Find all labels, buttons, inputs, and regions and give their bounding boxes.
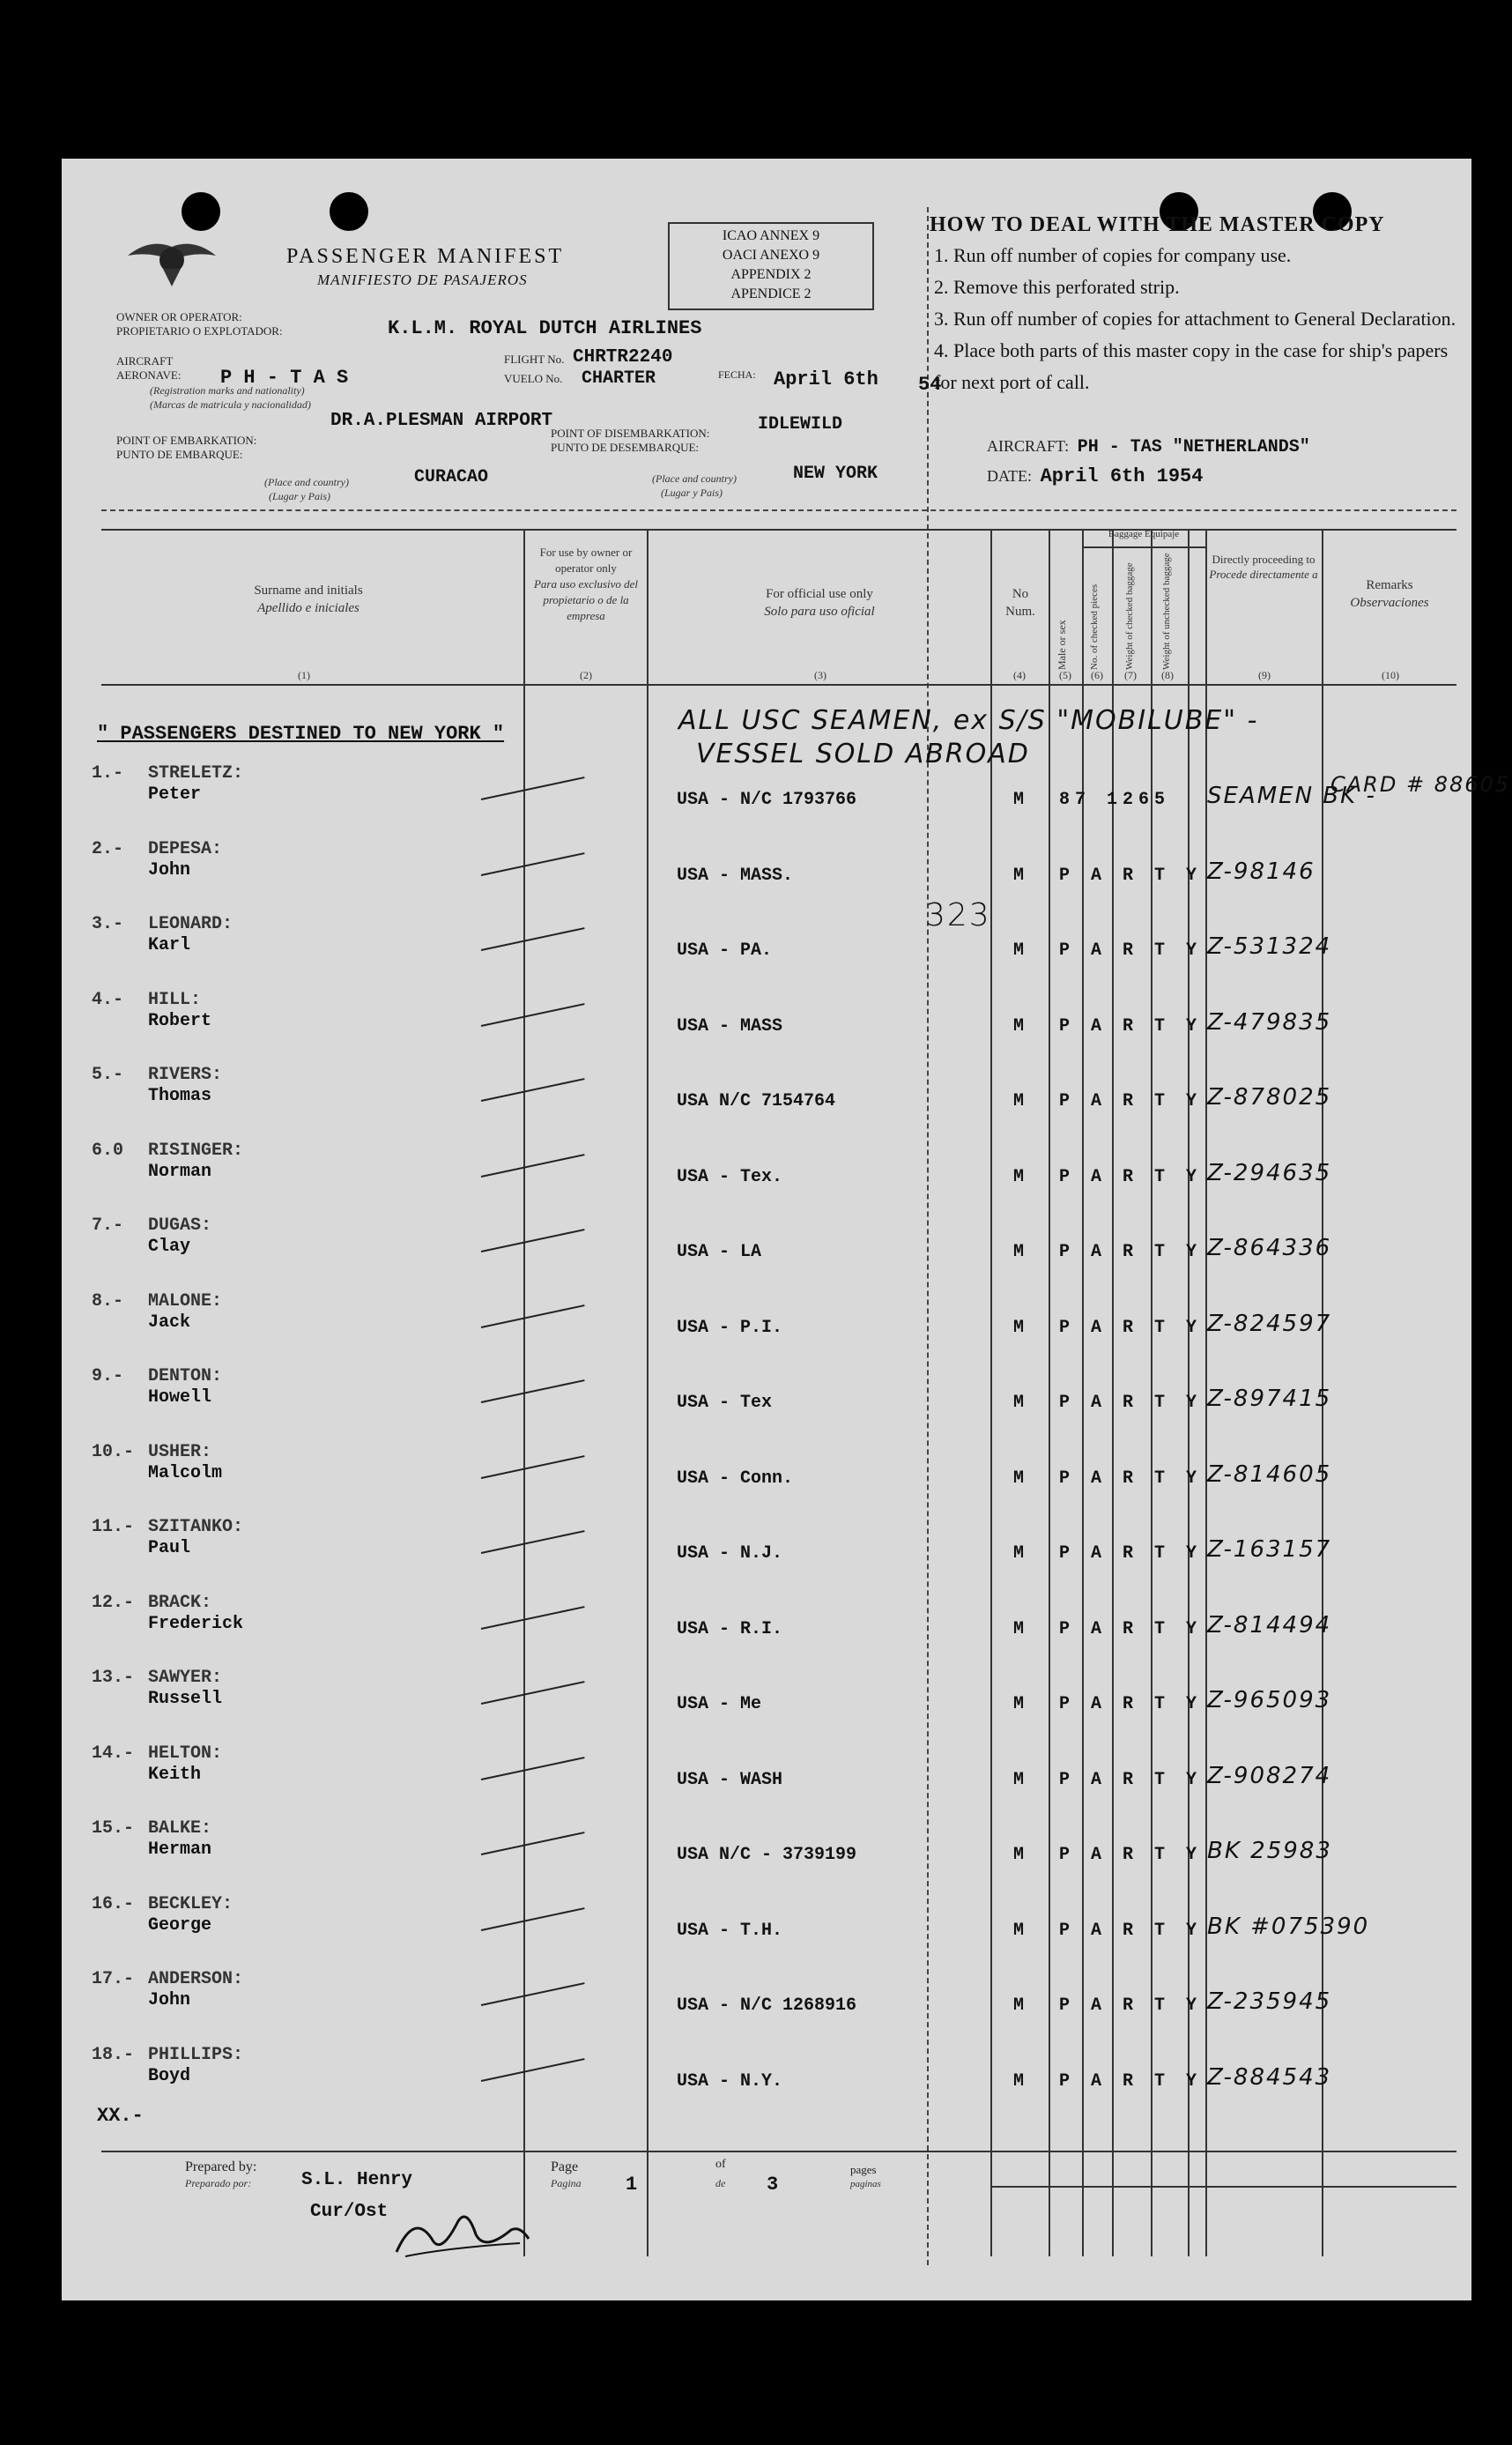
passenger-official-entry: USA - PA.	[677, 940, 773, 961]
passenger-remark: Z-814605	[1207, 1461, 1332, 1488]
passenger-remark: Z-824597	[1207, 1311, 1332, 1337]
passenger-sex: M	[1013, 1318, 1025, 1338]
col-header-no	[994, 585, 1047, 621]
passenger-surname: LEONARD:	[148, 914, 233, 934]
instr-aircraft	[987, 437, 1310, 457]
passenger-first-name: Keith	[148, 1765, 202, 1785]
passenger-surname: MALONE:	[148, 1291, 223, 1312]
aircraft-note: (Registration marks and nationality)	[150, 384, 305, 397]
operator-check-mark	[481, 1832, 585, 1855]
passenger-official-entry: USA - Tex.	[677, 1167, 783, 1187]
table-top-line	[101, 509, 1456, 511]
instr-date	[987, 465, 1203, 487]
passenger-number: 4.-	[92, 990, 124, 1010]
passenger-baggage-party: P A R T Y	[1059, 1242, 1203, 1262]
col-header-operator-en: For use by owner or operator only	[539, 546, 633, 575]
date-label: FECHA:	[718, 368, 756, 381]
passenger-number: 18.-	[92, 2045, 135, 2065]
passenger-sex: M	[1013, 1995, 1025, 2016]
operator-check-mark	[481, 1757, 585, 1780]
operator-check-mark	[481, 1606, 585, 1630]
col-header-unchecked-weight: Weight of unchecked baggage	[1161, 553, 1172, 670]
passenger-number: 16.-	[92, 1894, 135, 1914]
passenger-first-name: Frederick	[148, 1614, 244, 1634]
of-label: of	[715, 2158, 726, 2171]
embark-label-es: PUNTO DE EMBARQUE:	[116, 448, 243, 461]
passenger-remark: Z-98146	[1207, 858, 1316, 885]
col-header-proceeding-es: Procede directamente a	[1209, 568, 1318, 581]
passenger-first-name: Robert	[148, 1011, 212, 1031]
passenger-baggage-party: P A R T Y	[1059, 1393, 1203, 1413]
operator-check-mark	[481, 1530, 585, 1554]
embark-label: POINT OF EMBARKATION:	[116, 434, 257, 447]
disembark-label: POINT OF DISEMBARKATION:	[551, 427, 710, 440]
manifest-sheet	[62, 159, 1511, 2300]
passenger-number: 10.-	[92, 1442, 135, 1462]
col-header-no-es: Num.	[1005, 605, 1035, 619]
title-en: PASSENGER MANIFEST	[286, 245, 565, 268]
handwritten-number: 323	[925, 897, 991, 933]
passenger-surname: ANDERSON:	[148, 1969, 244, 1989]
passenger-official-entry: USA - Tex	[677, 1393, 773, 1413]
prepared-label: Prepared by:	[185, 2159, 257, 2174]
passenger-surname: USHER:	[148, 1442, 212, 1462]
passenger-remark: Z-163157	[1207, 1536, 1332, 1563]
passenger-baggage-party: P A R T Y	[1059, 1619, 1203, 1639]
operator-check-mark	[481, 1681, 585, 1705]
passenger-number: 12.-	[92, 1593, 135, 1613]
pages-label: pages	[850, 2163, 877, 2176]
passenger-baggage-party: P A R T Y	[1059, 1995, 1203, 2016]
passenger-baggage-party: P A R T Y	[1059, 1694, 1203, 1714]
owner-label: OWNER OR OPERATOR:	[116, 310, 242, 323]
passenger-baggage-party: P A R T Y	[1059, 2071, 1203, 2092]
flight-label-es: VUELO No.	[504, 372, 563, 385]
passenger-first-name: Clay	[148, 1237, 191, 1257]
col-header-surname	[185, 582, 432, 617]
flight-value-charter: CHARTER	[582, 368, 656, 389]
passenger-number: 7.-	[92, 1215, 124, 1236]
extra-row-marker: XX.-	[97, 2105, 144, 2127]
passenger-first-name: Thomas	[148, 1086, 212, 1106]
passenger-official-entry: USA N/C - 3739199	[677, 1845, 857, 1865]
passenger-baggage-party: P A R T Y	[1059, 940, 1203, 961]
table-header-top	[101, 529, 1456, 531]
instr-aircraft-label: AIRCRAFT:	[987, 437, 1070, 455]
passenger-number: 13.-	[92, 1668, 135, 1688]
passenger-baggage-party: P A R T Y	[1059, 1845, 1203, 1865]
col-divider	[647, 529, 649, 2256]
icao-line: OACI ANEXO 9	[722, 248, 820, 263]
disembark-place-note-es: (Lugar y Pais)	[661, 487, 723, 499]
col-header-operator-es: Para uso exclusivo del propietario o de la empresa	[533, 577, 639, 622]
of-label-es: de	[715, 2177, 726, 2189]
passenger-first-name: Paul	[148, 1538, 191, 1558]
operator-check-mark	[481, 1003, 585, 1027]
date-value: April 6th	[774, 368, 878, 390]
aircraft-label: AIRCRAFT	[116, 354, 174, 368]
passenger-number: 3.-	[92, 914, 124, 934]
page-label: Page	[551, 2159, 579, 2174]
passenger-surname: HILL:	[148, 990, 202, 1010]
section-title: " PASSENGERS DESTINED TO NEW YORK "	[97, 723, 505, 745]
passenger-first-name: Karl	[148, 935, 191, 955]
passenger-baggage-party: P A R T Y	[1059, 1318, 1203, 1338]
passenger-official-entry: USA - Me	[677, 1694, 762, 1714]
passenger-first-name: Jack	[148, 1312, 191, 1333]
passenger-surname: RISINGER:	[148, 1141, 244, 1161]
passenger-first-name: John	[148, 1990, 191, 2010]
passenger-remark: Z-884543	[1207, 2064, 1332, 2091]
passenger-official-entry: USA - N.J.	[677, 1543, 783, 1564]
passenger-surname: DUGAS:	[148, 1215, 212, 1236]
passenger-sex: M	[1013, 1167, 1025, 1187]
col-header-official-en: For official use only	[766, 587, 873, 601]
passenger-first-name: George	[148, 1915, 212, 1936]
passenger-remark: Z-814494	[1207, 1612, 1332, 1639]
col-header-pieces: No. of checked pieces	[1089, 583, 1100, 670]
instr-aircraft-value: PH - TAS "NETHERLANDS"	[1077, 437, 1310, 457]
col-header-surname-es: Apellido e iniciales	[257, 601, 359, 615]
instruction-item: 1. Run off number of copies for company use.	[934, 244, 1292, 266]
operator-check-mark	[481, 2058, 585, 2082]
passenger-surname: PHILLIPS:	[148, 2045, 244, 2065]
operator-check-mark	[481, 852, 585, 876]
passenger-surname: BRACK:	[148, 1593, 212, 1613]
passenger-remark: Z-897415	[1207, 1386, 1332, 1412]
col-header-remarks-es: Observaciones	[1350, 596, 1429, 610]
instr-date-label: DATE:	[987, 467, 1032, 485]
passenger-surname: SAWYER:	[148, 1668, 223, 1688]
col-header-operator	[529, 545, 643, 624]
passenger-surname: DENTON:	[148, 1366, 223, 1386]
col-header-sex: Male or sex	[1056, 620, 1068, 670]
col-header-no-en: No	[1012, 587, 1029, 601]
passenger-first-name: Norman	[148, 1162, 212, 1182]
embark-place-note-es: (Lugar y Pais)	[269, 490, 330, 502]
passenger-official-entry: USA - N.Y.	[677, 2071, 783, 2092]
passenger-baggage-party: P A R T Y	[1059, 1468, 1203, 1489]
col-header-proceeding-en: Directly proceeding to	[1212, 553, 1316, 566]
passenger-official-entry: USA - R.I.	[677, 1619, 783, 1639]
operator-check-mark	[481, 1982, 585, 2006]
operator-check-mark	[481, 1229, 585, 1252]
baggage-header-line	[1082, 546, 1205, 548]
passenger-official-entry: USA - N/C 1793766	[677, 790, 857, 810]
passenger-official-entry: USA - N/C 1268916	[677, 1995, 857, 2016]
passenger-remark-extra: CARD # 88605	[1330, 772, 1511, 797]
passenger-sex: M	[1013, 1694, 1025, 1714]
passenger-number: 14.-	[92, 1743, 135, 1764]
col-number: (1)	[298, 669, 310, 681]
passenger-surname: SZITANKO:	[148, 1517, 244, 1537]
passenger-sex: M	[1013, 1468, 1025, 1489]
passenger-remark: Z-531324	[1207, 933, 1332, 960]
passenger-number: 8.-	[92, 1291, 124, 1312]
passenger-surname: STRELETZ:	[148, 763, 244, 784]
passenger-remark: Z-908274	[1207, 1763, 1332, 1789]
passenger-official-entry: USA - LA	[677, 1242, 762, 1262]
col-number: (4)	[1013, 669, 1026, 681]
airport-value: DR.A.PLESMAN AIRPORT	[330, 411, 553, 431]
flight-value: CHRTR2240	[573, 347, 673, 368]
col-header-official-es: Solo para uso oficial	[764, 605, 875, 619]
icao-line: APPENDIX 2	[730, 267, 812, 282]
col-header-remarks-en: Remarks	[1366, 578, 1413, 592]
passenger-remark: Z-479835	[1207, 1009, 1332, 1036]
passenger-official-entry: USA - WASH	[677, 1770, 783, 1790]
passenger-sex: M	[1013, 2071, 1025, 2092]
prepared-label-es: Preparado por:	[185, 2177, 252, 2189]
col-header-surname-en: Surname and initials	[254, 583, 363, 598]
prepared-title: Cur/Ost	[310, 2202, 389, 2222]
passenger-sex: M	[1013, 1242, 1025, 1262]
of-value: 3	[767, 2174, 779, 2196]
icao-line: ICAO ANNEX 9	[722, 228, 820, 243]
operator-check-mark	[481, 927, 585, 951]
passenger-baggage-party: P A R T Y	[1059, 1770, 1203, 1790]
flight-label: FLIGHT No.	[504, 353, 565, 366]
date-year: 54	[918, 374, 942, 396]
passenger-sex: M	[1013, 1016, 1025, 1037]
instruction-item: 3. Run off number of copies for attachment to General Declaration.	[934, 308, 1456, 330]
instr-date-value: April 6th 1954	[1040, 465, 1204, 487]
instructions-title: HOW TO DEAL WITH THE MASTER COPY	[930, 213, 1385, 236]
passenger-sex: M	[1013, 1393, 1025, 1413]
passenger-first-name: Herman	[148, 1839, 212, 1860]
passenger-sex: M	[1013, 940, 1025, 961]
punch-hole	[330, 192, 368, 231]
passenger-surname: BALKE:	[148, 1818, 212, 1839]
passenger-surname: BECKLEY:	[148, 1894, 233, 1914]
disembark-city: NEW YORK	[793, 464, 878, 484]
col-number: (2)	[580, 669, 592, 681]
operator-check-mark	[481, 1304, 585, 1328]
passenger-sex: M	[1013, 1091, 1025, 1111]
passenger-first-name: John	[148, 860, 191, 881]
passenger-baggage-party: P A R T Y	[1059, 1921, 1203, 1941]
passenger-baggage-party: P A R T Y	[1059, 1543, 1203, 1564]
operator-check-mark	[481, 1455, 585, 1479]
col-number: (6)	[1091, 669, 1103, 681]
col-header-baggage: Baggage Equipaje	[1108, 529, 1180, 539]
passenger-first-name: Peter	[148, 784, 202, 805]
operator-check-mark	[481, 1907, 585, 1931]
title-es: MANIFIESTO DE PASAJEROS	[317, 271, 528, 288]
passenger-remark: Z-294635	[1207, 1160, 1332, 1186]
passenger-remark: SEAMEN BK -	[1207, 783, 1376, 809]
page-label-es: Pagina	[551, 2177, 582, 2189]
embark-place-note: (Place and country)	[264, 476, 349, 488]
disembark-label-es: PUNTO DE DESEMBARQUE:	[551, 441, 700, 454]
handwritten-annotation-line2: VESSEL SOLD ABROAD	[696, 739, 1030, 769]
disembark-place-note: (Place and country)	[652, 472, 737, 485]
instructions-list	[934, 240, 1463, 398]
passenger-sex: M	[1013, 1543, 1025, 1564]
col-header-proceeding	[1207, 552, 1320, 582]
passenger-first-name: Malcolm	[148, 1463, 223, 1483]
passenger-sex: M	[1013, 1845, 1025, 1865]
passenger-first-name: Russell	[148, 1689, 223, 1709]
passenger-official-entry: USA - Conn.	[677, 1468, 794, 1489]
passenger-remark: Z-235945	[1207, 1988, 1332, 2015]
instruction-item: 4. Place both parts of this master copy in the case for ship's papers for next port of call.	[934, 339, 1449, 393]
signature-icon	[388, 2203, 537, 2265]
passenger-sex: M	[1013, 790, 1025, 810]
aircraft-value: P H - T A S	[220, 367, 349, 389]
passenger-number: 17.-	[92, 1969, 135, 1989]
passenger-remark: Z-965093	[1207, 1687, 1332, 1713]
klm-wing-logo-icon	[123, 220, 220, 291]
passenger-official-entry: USA - P.I.	[677, 1318, 783, 1338]
passenger-official-entry: USA - T.H.	[677, 1921, 783, 1941]
col-divider	[990, 529, 992, 2256]
passenger-baggage-party: P A R T Y	[1059, 1016, 1203, 1037]
passenger-surname: DEPESA:	[148, 839, 223, 859]
disembark-value: IDLEWILD	[758, 414, 843, 435]
operator-check-mark	[481, 777, 585, 800]
operator-check-mark	[481, 1379, 585, 1403]
footer-right-line	[990, 2186, 1456, 2188]
passenger-remark: BK 25983	[1207, 1838, 1332, 1864]
passenger-baggage-party: 87 1265	[1059, 790, 1171, 810]
operator-check-mark	[481, 1078, 585, 1102]
passenger-number: 1.-	[92, 763, 124, 784]
passenger-number: 11.-	[92, 1517, 135, 1537]
icao-box	[668, 222, 874, 310]
handwritten-annotation-line1: ALL USC SEAMEN, ex S/S "MOBILUBE" -	[678, 705, 1259, 736]
passenger-baggage-party: P A R T Y	[1059, 1167, 1203, 1187]
col-number: (10)	[1382, 669, 1399, 681]
passenger-sex: M	[1013, 866, 1025, 886]
pages-label-es: paginas	[850, 2179, 881, 2189]
page-value: 1	[626, 2174, 638, 2196]
col-header-checked-weight: Weight of checked baggage	[1124, 562, 1135, 670]
passenger-number: 6.0	[92, 1141, 124, 1161]
passenger-number: 15.-	[92, 1818, 135, 1839]
col-number: (5)	[1059, 669, 1071, 681]
owner-label-es: PROPIETARIO O EXPLOTADOR:	[116, 324, 283, 338]
col-header-official	[661, 585, 978, 621]
passenger-number: 2.-	[92, 839, 124, 859]
passenger-remark: BK #075390	[1207, 1914, 1370, 1940]
icao-line: APENDICE 2	[730, 286, 812, 301]
aircraft-label-es: AERONAVE:	[116, 368, 182, 382]
owner-value: K.L.M. ROYAL DUTCH AIRLINES	[388, 317, 702, 339]
passenger-sex: M	[1013, 1921, 1025, 1941]
passenger-sex: M	[1013, 1770, 1025, 1790]
footer-top-line	[101, 2151, 1456, 2152]
col-number: (7)	[1124, 669, 1137, 681]
passenger-surname: HELTON:	[148, 1743, 223, 1764]
col-number: (8)	[1161, 669, 1174, 681]
col-header-remarks	[1325, 576, 1454, 612]
passenger-remark: Z-878025	[1207, 1084, 1332, 1111]
table-header-bottom	[101, 684, 1456, 686]
operator-check-mark	[481, 1154, 585, 1178]
passenger-official-entry: USA - MASS	[677, 1016, 783, 1037]
passenger-baggage-party: P A R T Y	[1059, 866, 1203, 886]
col-number: (9)	[1258, 669, 1271, 681]
passenger-first-name: Boyd	[148, 2066, 191, 2086]
passenger-number: 9.-	[92, 1366, 124, 1386]
passenger-surname: RIVERS:	[148, 1065, 223, 1085]
prepared-value: S.L. Henry	[301, 2170, 413, 2190]
col-divider	[1049, 529, 1050, 2256]
col-number: (3)	[814, 669, 826, 681]
passenger-number: 5.-	[92, 1065, 124, 1085]
passenger-sex: M	[1013, 1619, 1025, 1639]
aircraft-note-es: (Marcas de matricula y nacionalidad)	[150, 398, 311, 411]
embark-value: CURACAO	[414, 467, 489, 487]
instruction-item: 2. Remove this perforated strip.	[934, 276, 1180, 298]
passenger-official-entry: USA - MASS.	[677, 866, 794, 886]
passenger-official-entry: USA N/C 7154764	[677, 1091, 836, 1111]
passenger-remark: Z-864336	[1207, 1235, 1332, 1261]
perforation-line	[927, 207, 929, 2265]
passenger-first-name: Howell	[148, 1387, 212, 1408]
passenger-baggage-party: P A R T Y	[1059, 1091, 1203, 1111]
